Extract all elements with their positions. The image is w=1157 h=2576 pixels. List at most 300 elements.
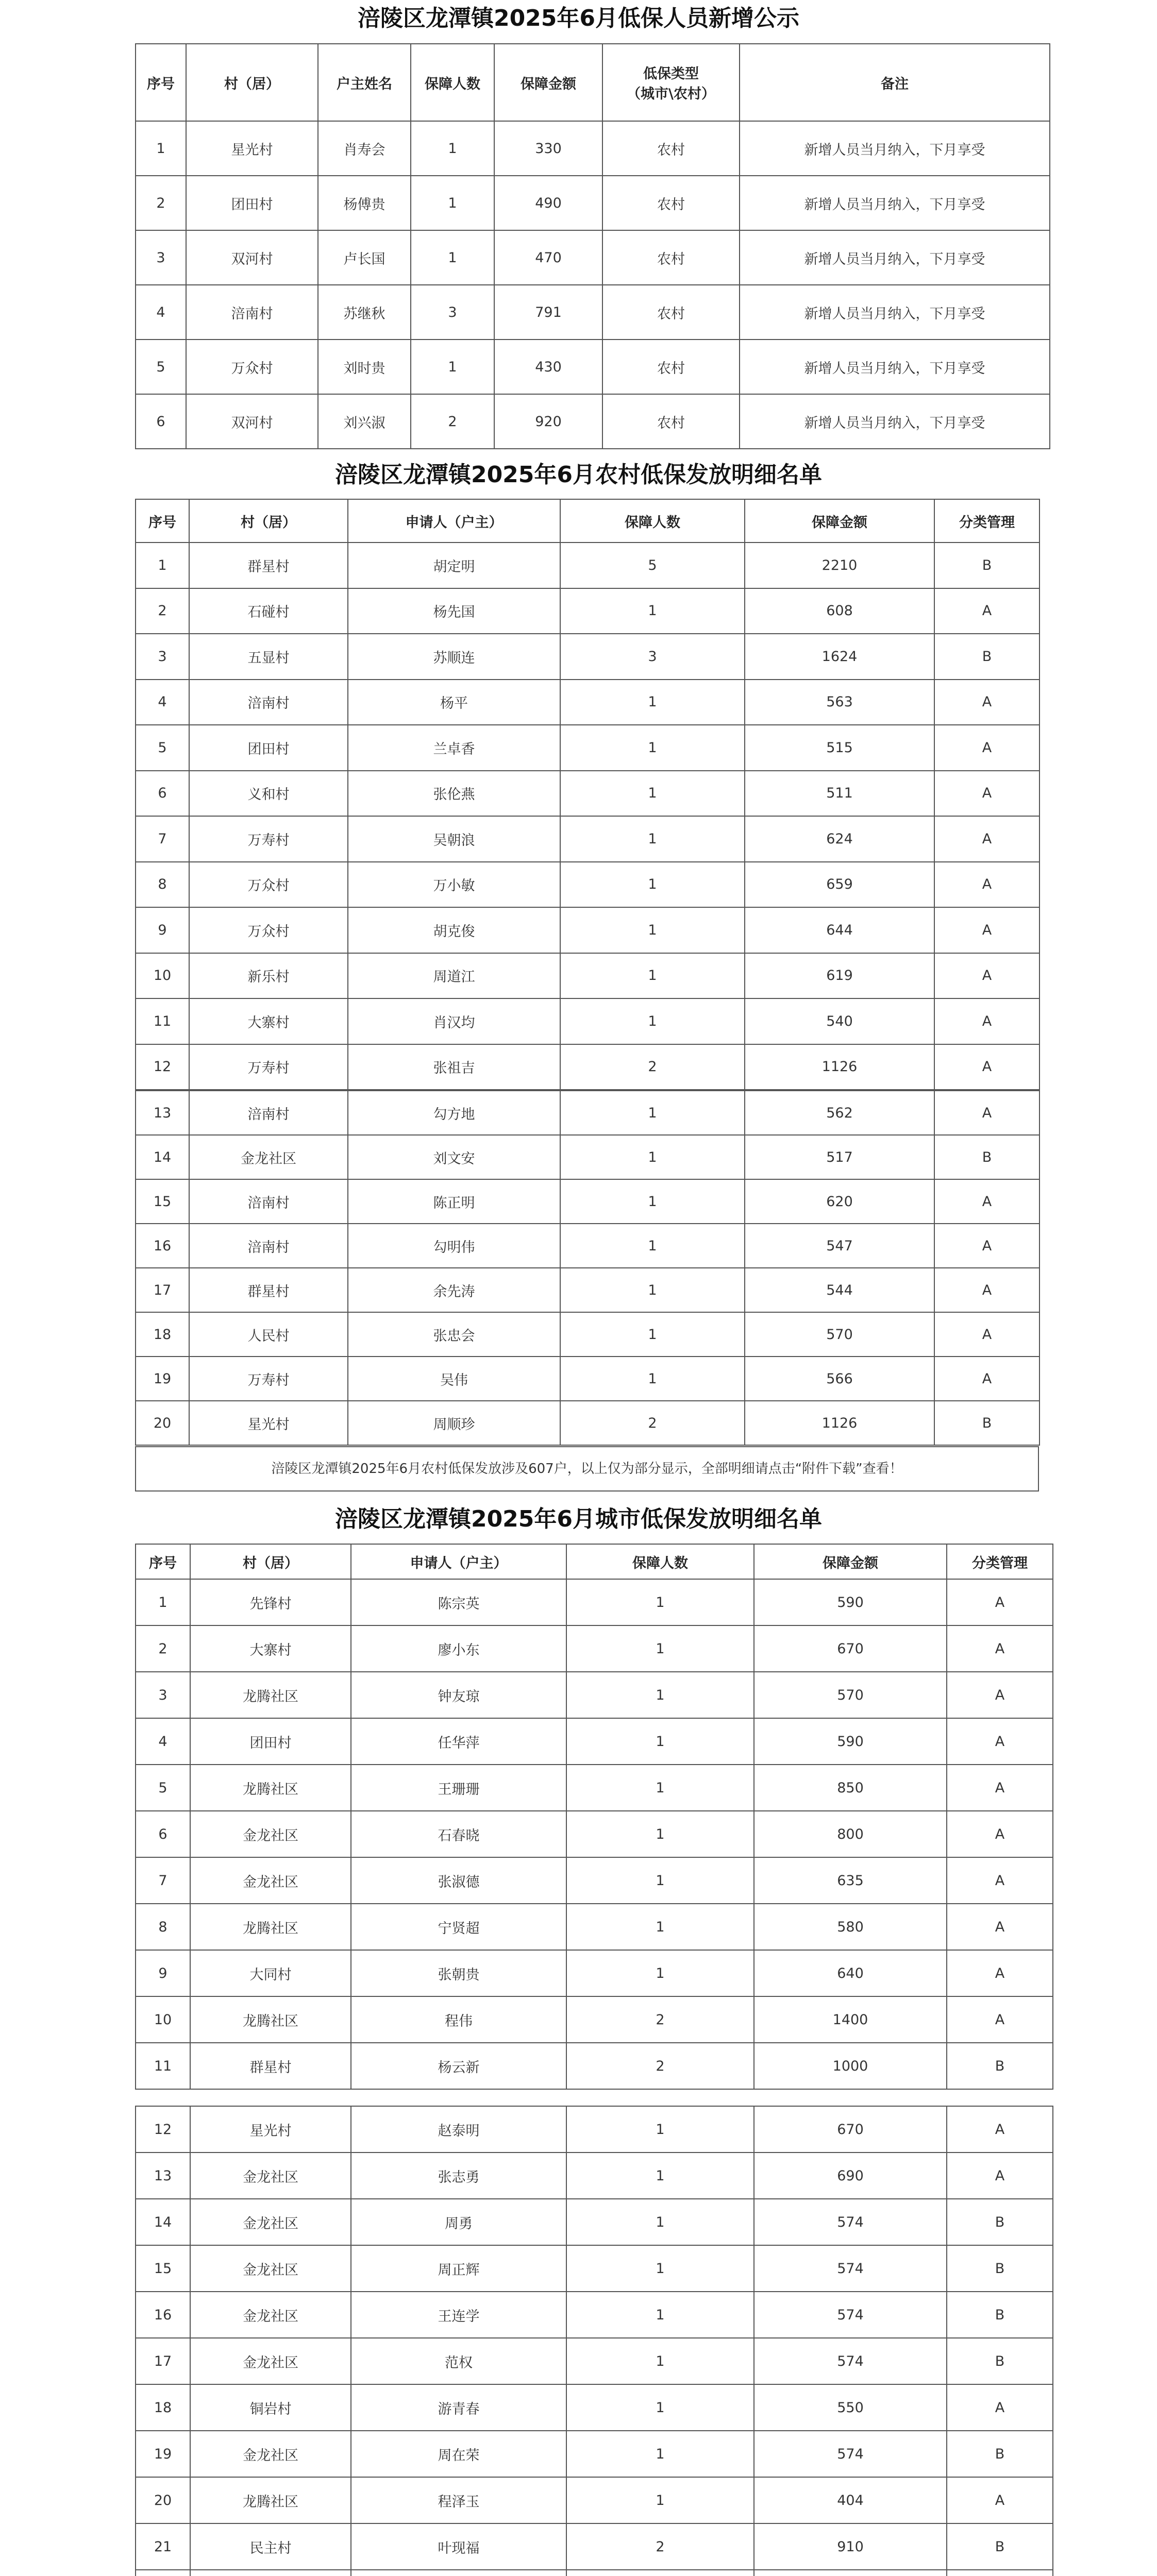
cell-amount: 850 bbox=[754, 1765, 947, 1811]
cell-type: 农村 bbox=[602, 285, 740, 340]
cell-applicant: 陈宗英 bbox=[351, 1579, 566, 1625]
cell-persons: 1 bbox=[566, 2199, 754, 2245]
cell-amount: 570 bbox=[745, 1312, 934, 1357]
cell-amount: 1624 bbox=[745, 634, 934, 680]
cell-village: 万寿村 bbox=[189, 1357, 348, 1401]
cell-village: 金龙社区 bbox=[190, 2153, 351, 2199]
cell-remark: 新增人员当月纳入，下月享受 bbox=[740, 176, 1050, 230]
cell-village: 金龙社区 bbox=[190, 2245, 351, 2292]
cell-applicant: 张朝贵 bbox=[351, 1950, 566, 1996]
cell-category: B bbox=[947, 2292, 1053, 2338]
cell-amount: 590 bbox=[754, 1579, 947, 1625]
cell-amount: 791 bbox=[494, 285, 602, 340]
table-row bbox=[136, 1996, 1053, 2043]
cell-category: A bbox=[934, 771, 1039, 817]
table-row bbox=[136, 1401, 1039, 1445]
cell-applicant: 王连学 bbox=[351, 2292, 566, 2338]
cell-amount: 608 bbox=[745, 588, 934, 634]
cell-category: A bbox=[947, 1672, 1053, 1718]
cell-persons: 1 bbox=[560, 907, 745, 953]
cell-remark: 新增人员当月纳入，下月享受 bbox=[740, 285, 1050, 340]
cell-applicant: 吴朝浪 bbox=[348, 816, 560, 862]
cell-category: A bbox=[947, 1857, 1053, 1904]
cell-no: 3 bbox=[136, 1672, 190, 1718]
cell-no: 7 bbox=[136, 1857, 190, 1904]
header-applicant: 申请人（户主） bbox=[351, 1544, 566, 1579]
cell-amount: 590 bbox=[754, 1718, 947, 1765]
cell-persons: 1 bbox=[560, 1357, 745, 1401]
header-persons: 保障人数 bbox=[566, 1544, 754, 1579]
table-row bbox=[136, 340, 1050, 394]
header-no: 序号 bbox=[136, 1544, 190, 1579]
cell-category: A bbox=[947, 2106, 1053, 2153]
cell-applicant: 周道江 bbox=[348, 953, 560, 999]
cell-no: 8 bbox=[136, 1904, 190, 1950]
cell-applicant: 程泽玉 bbox=[351, 2477, 566, 2523]
cell-category: A bbox=[947, 1950, 1053, 1996]
cell-village: 民主村 bbox=[190, 2523, 351, 2570]
cell-no: 11 bbox=[136, 998, 189, 1044]
table-row bbox=[136, 1672, 1053, 1718]
cell-remark: 新增人员当月纳入，下月享受 bbox=[740, 121, 1050, 176]
cell-category: B bbox=[947, 2523, 1053, 2570]
cell-type: 农村 bbox=[602, 394, 740, 449]
cell-village: 涪南村 bbox=[189, 680, 348, 725]
cell-village bbox=[190, 2570, 351, 2576]
cell-village: 万寿村 bbox=[189, 1044, 348, 1090]
table-row bbox=[136, 176, 1050, 230]
cell-applicant: 周勇 bbox=[351, 2199, 566, 2245]
cell-amount: 619 bbox=[745, 953, 934, 999]
cell-persons: 1 bbox=[566, 1718, 754, 1765]
table-row bbox=[136, 2106, 1053, 2153]
cell-category: A bbox=[947, 1765, 1053, 1811]
cell-amount: 574 bbox=[754, 2431, 947, 2477]
cell-category: A bbox=[947, 1811, 1053, 1857]
table-row bbox=[136, 285, 1050, 340]
header-category: 分类管理 bbox=[934, 499, 1039, 543]
cell-no: 3 bbox=[136, 634, 189, 680]
cell-category: B bbox=[947, 2245, 1053, 2292]
table-row bbox=[136, 121, 1050, 176]
table-header-row bbox=[136, 499, 1039, 543]
table-row bbox=[136, 634, 1039, 680]
header-amount: 保障金额 bbox=[754, 1544, 947, 1579]
cell-village: 团田村 bbox=[189, 725, 348, 771]
cell-applicant: 兰卓香 bbox=[348, 725, 560, 771]
table-row bbox=[136, 1904, 1053, 1950]
table-row bbox=[136, 2523, 1053, 2570]
cell-category: A bbox=[934, 725, 1039, 771]
cell-village: 群星村 bbox=[189, 1268, 348, 1312]
header-persons: 保障人数 bbox=[411, 44, 494, 121]
cell-amount: 910 bbox=[754, 2523, 947, 2570]
cell-category: A bbox=[934, 1268, 1039, 1312]
table-row bbox=[136, 588, 1039, 634]
rural-table-part2 bbox=[135, 1090, 1040, 1446]
cell-no: 17 bbox=[136, 2338, 190, 2384]
cell-persons: 1 bbox=[560, 588, 745, 634]
cell-village: 龙腾社区 bbox=[190, 2477, 351, 2523]
cell-applicant: 胡克俊 bbox=[348, 907, 560, 953]
cell-applicant: 范权 bbox=[351, 2338, 566, 2384]
cell-persons: 1 bbox=[411, 121, 494, 176]
cell-village: 金龙社区 bbox=[190, 2338, 351, 2384]
cell-village: 龙腾社区 bbox=[190, 1904, 351, 1950]
cell-no: 5 bbox=[136, 725, 189, 771]
table-row bbox=[136, 543, 1039, 588]
cell-amount: 544 bbox=[745, 1268, 934, 1312]
cell-persons: 3 bbox=[560, 634, 745, 680]
header-village: 村（居） bbox=[189, 499, 348, 543]
cell-persons: 1 bbox=[566, 2384, 754, 2431]
cell-persons: 1 bbox=[566, 2292, 754, 2338]
cell-persons: 2 bbox=[560, 1401, 745, 1445]
cell-amount: 515 bbox=[745, 725, 934, 771]
cell-persons: 1 bbox=[560, 680, 745, 725]
cell-applicant: 勾明伟 bbox=[348, 1224, 560, 1268]
cell-no: 13 bbox=[136, 2153, 190, 2199]
table-row bbox=[136, 2384, 1053, 2431]
cell-category: A bbox=[934, 816, 1039, 862]
cell-remark: 新增人员当月纳入，下月享受 bbox=[740, 394, 1050, 449]
cell-applicant: 程伟 bbox=[351, 1996, 566, 2043]
cell-applicant: 叶现福 bbox=[351, 2523, 566, 2570]
cell-amount: 624 bbox=[745, 816, 934, 862]
cell-applicant: 张忠会 bbox=[348, 1312, 560, 1357]
cell-no: 18 bbox=[136, 2384, 190, 2431]
cell-category: A bbox=[934, 680, 1039, 725]
cell-type: 农村 bbox=[602, 230, 740, 285]
cell-no: 15 bbox=[136, 2245, 190, 2292]
cell-category bbox=[947, 2570, 1053, 2576]
cell-category: A bbox=[947, 1625, 1053, 1672]
new-recipients-table bbox=[135, 43, 1050, 449]
table-row bbox=[136, 1268, 1039, 1312]
cell-village: 大寨村 bbox=[189, 998, 348, 1044]
cell-no: 7 bbox=[136, 816, 189, 862]
cell-persons: 1 bbox=[566, 2431, 754, 2477]
cell-village: 石碰村 bbox=[189, 588, 348, 634]
cell-persons: 1 bbox=[566, 2338, 754, 2384]
cell-village: 龙腾社区 bbox=[190, 1672, 351, 1718]
table-row bbox=[136, 1811, 1053, 1857]
cell-village: 星光村 bbox=[186, 121, 318, 176]
cell-remark: 新增人员当月纳入，下月享受 bbox=[740, 340, 1050, 394]
cell-no: 4 bbox=[136, 285, 186, 340]
cell-householder: 肖寿会 bbox=[318, 121, 411, 176]
table-header-row bbox=[136, 44, 1050, 121]
cell-persons: 1 bbox=[560, 862, 745, 908]
cell-persons: 1 bbox=[566, 1672, 754, 1718]
cell-village: 五显村 bbox=[189, 634, 348, 680]
cell-no: 12 bbox=[136, 1044, 189, 1090]
cell-no: 10 bbox=[136, 953, 189, 999]
cell-village: 龙腾社区 bbox=[190, 1996, 351, 2043]
table-row bbox=[136, 2477, 1053, 2523]
table-row bbox=[136, 1044, 1039, 1090]
cell-category: A bbox=[934, 1091, 1039, 1135]
table-row bbox=[136, 725, 1039, 771]
cell-applicant: 周顺珍 bbox=[348, 1401, 560, 1445]
cell-category: B bbox=[934, 634, 1039, 680]
rural-table-part1 bbox=[135, 499, 1040, 1090]
cell-type: 农村 bbox=[602, 340, 740, 394]
header-amount: 保障金额 bbox=[494, 44, 602, 121]
cell-persons: 1 bbox=[411, 230, 494, 285]
cell-village: 涪南村 bbox=[189, 1091, 348, 1135]
table-row bbox=[136, 1579, 1053, 1625]
cell-no: 6 bbox=[136, 1811, 190, 1857]
cell-village: 双河村 bbox=[186, 230, 318, 285]
cell-village: 金龙社区 bbox=[190, 2292, 351, 2338]
table-row bbox=[136, 1224, 1039, 1268]
cell-category: A bbox=[934, 1179, 1039, 1224]
section3-title: 涪陵区龙潭镇2025年6月城市低保发放明细名单 bbox=[334, 1506, 823, 1532]
table-row bbox=[136, 2245, 1053, 2292]
cell-amount: 670 bbox=[754, 2106, 947, 2153]
table-row bbox=[136, 2570, 1053, 2576]
cell-applicant: 苏顺连 bbox=[348, 634, 560, 680]
header-no: 序号 bbox=[136, 44, 186, 121]
cell-category: A bbox=[934, 588, 1039, 634]
cell-no: 5 bbox=[136, 340, 186, 394]
cell-householder: 苏继秋 bbox=[318, 285, 411, 340]
cell-no: 2 bbox=[136, 588, 189, 634]
cell-persons: 1 bbox=[560, 998, 745, 1044]
header-householder: 户主姓名 bbox=[318, 44, 411, 121]
cell-amount: 670 bbox=[754, 1625, 947, 1672]
table-row bbox=[136, 394, 1050, 449]
cell-amount: 620 bbox=[745, 1179, 934, 1224]
section2-title: 涪陵区龙潭镇2025年6月农村低保发放明细名单 bbox=[334, 462, 823, 488]
cell-village: 星光村 bbox=[189, 1401, 348, 1445]
cell-village: 义和村 bbox=[189, 771, 348, 817]
cell-persons: 1 bbox=[560, 816, 745, 862]
cell-no: 4 bbox=[136, 1718, 190, 1765]
cell-no: 17 bbox=[136, 1268, 189, 1312]
header-applicant: 申请人（户主） bbox=[348, 499, 560, 543]
table-row bbox=[136, 2043, 1053, 2089]
cell-applicant: 周正辉 bbox=[351, 2245, 566, 2292]
cell-category: B bbox=[947, 2338, 1053, 2384]
cell-no: 14 bbox=[136, 2199, 190, 2245]
cell-persons: 1 bbox=[566, 2153, 754, 2199]
cell-persons: 1 bbox=[566, 1857, 754, 1904]
cell-persons: 3 bbox=[411, 285, 494, 340]
cell-no: 11 bbox=[136, 2043, 190, 2089]
cell-category: A bbox=[947, 2384, 1053, 2431]
cell-applicant: 胡定明 bbox=[348, 543, 560, 588]
header-type-line1: 低保类型 bbox=[643, 66, 699, 82]
cell-persons: 2 bbox=[566, 1996, 754, 2043]
cell-applicant: 陈正明 bbox=[348, 1179, 560, 1224]
table-row bbox=[136, 230, 1050, 285]
cell-village: 金龙社区 bbox=[190, 2199, 351, 2245]
cell-applicant: 张祖吉 bbox=[348, 1044, 560, 1090]
table-row bbox=[136, 862, 1039, 908]
table-row bbox=[136, 2431, 1053, 2477]
header-village: 村（居） bbox=[186, 44, 318, 121]
table-row bbox=[136, 1179, 1039, 1224]
cell-village: 涪南村 bbox=[189, 1179, 348, 1224]
section1-title: 涪陵区龙潭镇2025年6月低保人员新增公示 bbox=[357, 5, 800, 31]
cell-applicant: 张淑德 bbox=[351, 1857, 566, 1904]
cell-no: 1 bbox=[136, 1579, 190, 1625]
cell-amount: 330 bbox=[494, 121, 602, 176]
cell-category: B bbox=[947, 2199, 1053, 2245]
cell-persons: 1 bbox=[566, 1811, 754, 1857]
cell-village: 金龙社区 bbox=[189, 1135, 348, 1179]
table-row bbox=[136, 1718, 1053, 1765]
cell-persons: 1 bbox=[566, 2245, 754, 2292]
cell-no: 1 bbox=[136, 543, 189, 588]
cell-village: 群星村 bbox=[189, 543, 348, 588]
cell-category: B bbox=[947, 2431, 1053, 2477]
cell-householder: 刘兴淑 bbox=[318, 394, 411, 449]
table-row bbox=[136, 2153, 1053, 2199]
cell-village: 万众村 bbox=[189, 907, 348, 953]
table-row bbox=[136, 680, 1039, 725]
table-row bbox=[136, 1312, 1039, 1357]
cell-persons: 1 bbox=[566, 1625, 754, 1672]
cell-amount: 570 bbox=[754, 1672, 947, 1718]
cell-applicant: 勾方地 bbox=[348, 1091, 560, 1135]
cell-no: 19 bbox=[136, 2431, 190, 2477]
cell-amount: 563 bbox=[745, 680, 934, 725]
cell-amount: 1126 bbox=[745, 1401, 934, 1445]
cell-amount: 635 bbox=[754, 1857, 947, 1904]
cell-applicant: 杨云新 bbox=[351, 2043, 566, 2089]
cell-category: B bbox=[947, 2043, 1053, 2089]
table-row bbox=[136, 771, 1039, 817]
table-row bbox=[136, 2292, 1053, 2338]
cell-amount: 430 bbox=[494, 340, 602, 394]
cell-village: 群星村 bbox=[190, 2043, 351, 2089]
cell-village: 团田村 bbox=[186, 176, 318, 230]
cell-no: 9 bbox=[136, 1950, 190, 1996]
header-category: 分类管理 bbox=[947, 1544, 1053, 1579]
cell-village: 万众村 bbox=[189, 862, 348, 908]
cell-category: A bbox=[934, 1044, 1039, 1090]
cell-category: B bbox=[934, 1401, 1039, 1445]
cell-householder: 刘时贵 bbox=[318, 340, 411, 394]
header-type-line2: （城市\农村） bbox=[627, 86, 715, 102]
cell-persons: 1 bbox=[566, 2106, 754, 2153]
cell-no: 15 bbox=[136, 1179, 189, 1224]
cell-no: 20 bbox=[136, 1401, 189, 1445]
cell-category: A bbox=[934, 953, 1039, 999]
cell-persons: 5 bbox=[560, 543, 745, 588]
cell-no: 16 bbox=[136, 1224, 189, 1268]
cell-applicant: 吴伟 bbox=[348, 1357, 560, 1401]
table-row bbox=[136, 1135, 1039, 1179]
cell-amount: 566 bbox=[745, 1357, 934, 1401]
table-row bbox=[136, 2199, 1053, 2245]
cell-applicant: 钟友琼 bbox=[351, 1672, 566, 1718]
table-row bbox=[136, 1625, 1053, 1672]
cell-amount: 404 bbox=[754, 2477, 947, 2523]
cell-no: 4 bbox=[136, 680, 189, 725]
cell-no: 14 bbox=[136, 1135, 189, 1179]
cell-amount: 511 bbox=[745, 771, 934, 817]
table-row bbox=[136, 816, 1039, 862]
cell-persons: 2 bbox=[560, 1044, 745, 1090]
cell-persons: 1 bbox=[566, 1904, 754, 1950]
header-persons: 保障人数 bbox=[560, 499, 745, 543]
cell-village: 大同村 bbox=[190, 1950, 351, 1996]
cell-type: 农村 bbox=[602, 121, 740, 176]
cell-amount: 517 bbox=[745, 1135, 934, 1179]
cell-no: 2 bbox=[136, 176, 186, 230]
cell-village: 新乐村 bbox=[189, 953, 348, 999]
cell-category: A bbox=[947, 1904, 1053, 1950]
cell-applicant: 万小敏 bbox=[348, 862, 560, 908]
cell-village: 铜岩村 bbox=[190, 2384, 351, 2431]
cell-no: 9 bbox=[136, 907, 189, 953]
cell-applicant: 杨平 bbox=[348, 680, 560, 725]
cell-no: 21 bbox=[136, 2523, 190, 2570]
header-type bbox=[602, 44, 740, 121]
cell-amount: 640 bbox=[754, 1950, 947, 1996]
cell-amount: 690 bbox=[754, 2153, 947, 2199]
cell-persons: 1 bbox=[560, 1268, 745, 1312]
cell-applicant: 游青春 bbox=[351, 2384, 566, 2431]
cell-amount: 1000 bbox=[754, 2043, 947, 2089]
cell-persons: 2 bbox=[566, 2523, 754, 2570]
cell-amount: 2210 bbox=[745, 543, 934, 588]
cell-no: 5 bbox=[136, 1765, 190, 1811]
cell-no: 19 bbox=[136, 1357, 189, 1401]
cell-no: 6 bbox=[136, 394, 186, 449]
cell-village: 金龙社区 bbox=[190, 2431, 351, 2477]
cell-persons: 1 bbox=[560, 953, 745, 999]
cell-category: A bbox=[934, 1312, 1039, 1357]
cell-village: 万众村 bbox=[186, 340, 318, 394]
cell-category: A bbox=[934, 907, 1039, 953]
cell-amount: 574 bbox=[754, 2245, 947, 2292]
rural-note: 涪陵区龙潭镇2025年6月农村低保发放涉及607户，以上仅为部分显示，全部明细请点击“附件下载”查看！ bbox=[135, 1446, 1039, 1492]
cell-applicant: 张志勇 bbox=[351, 2153, 566, 2199]
cell-persons bbox=[566, 2570, 754, 2576]
header-amount: 保障金额 bbox=[745, 499, 934, 543]
table-row bbox=[136, 1357, 1039, 1401]
cell-category: A bbox=[947, 2477, 1053, 2523]
table-row bbox=[136, 1765, 1053, 1811]
cell-applicant: 廖小东 bbox=[351, 1625, 566, 1672]
cell-no: 6 bbox=[136, 771, 189, 817]
cell-applicant bbox=[351, 2570, 566, 2576]
cell-amount: 547 bbox=[745, 1224, 934, 1268]
table-row bbox=[136, 1950, 1053, 1996]
cell-amount: 1126 bbox=[745, 1044, 934, 1090]
cell-no: 3 bbox=[136, 230, 186, 285]
cell-applicant: 周在荣 bbox=[351, 2431, 566, 2477]
cell-category: A bbox=[947, 1579, 1053, 1625]
cell-applicant: 王珊珊 bbox=[351, 1765, 566, 1811]
table-row bbox=[136, 1091, 1039, 1135]
cell-no: 12 bbox=[136, 2106, 190, 2153]
cell-applicant: 刘文安 bbox=[348, 1135, 560, 1179]
cell-category: A bbox=[934, 862, 1039, 908]
cell-persons: 1 bbox=[411, 176, 494, 230]
cell-village: 金龙社区 bbox=[190, 1857, 351, 1904]
cell-persons: 1 bbox=[560, 771, 745, 817]
table-row bbox=[136, 2338, 1053, 2384]
cell-no bbox=[136, 2570, 190, 2576]
cell-no: 8 bbox=[136, 862, 189, 908]
cell-type: 农村 bbox=[602, 176, 740, 230]
